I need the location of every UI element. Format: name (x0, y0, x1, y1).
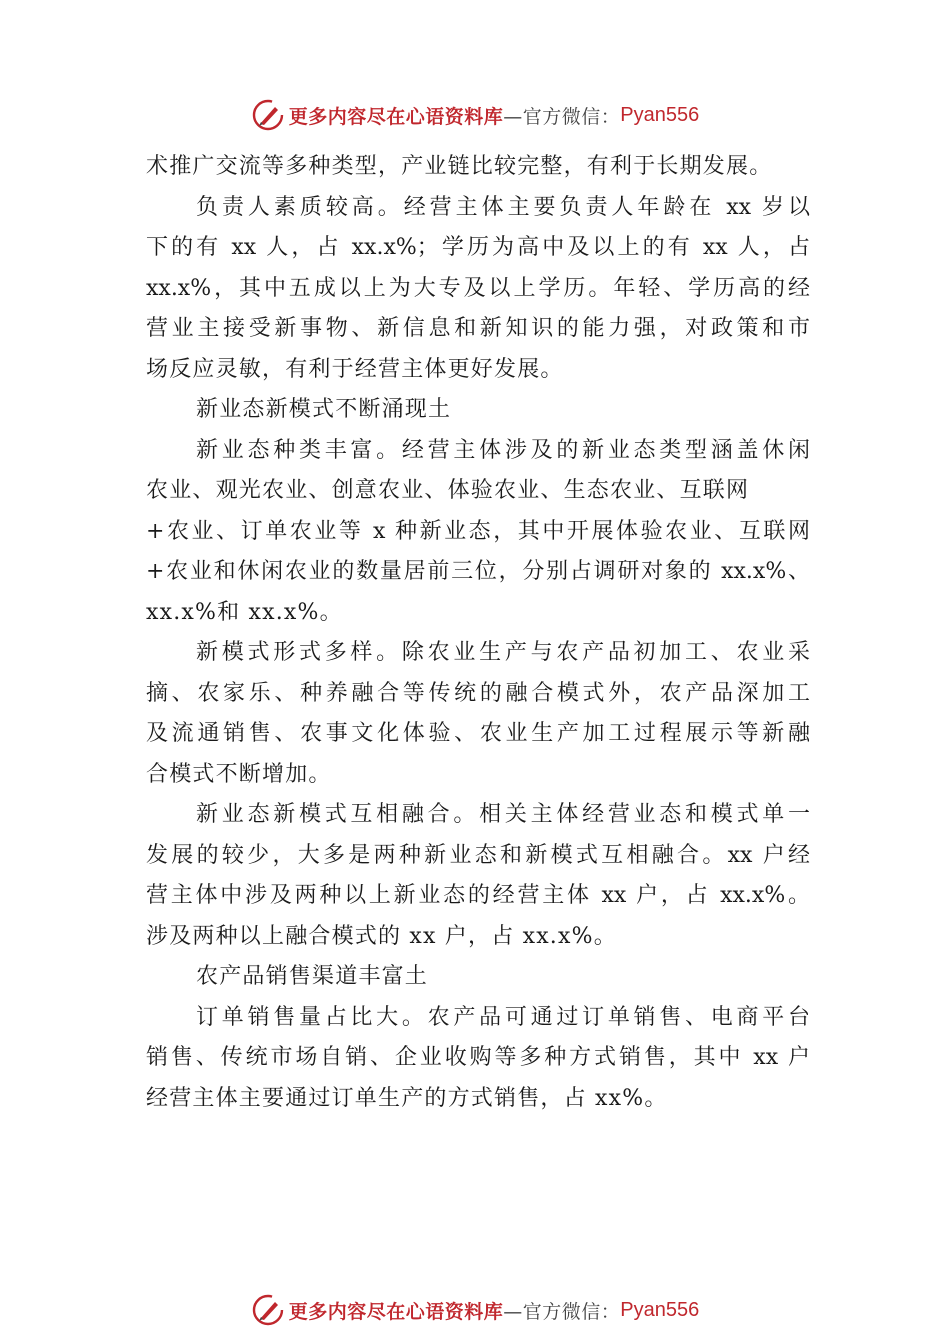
body-line: +农业、订单农业等 x 种新业态，其中开展体验农业、互联网 (146, 518, 810, 544)
footer-banner (0, 1290, 950, 1330)
quill-logo-icon (251, 98, 285, 132)
document-body (146, 147, 810, 1119)
body-line: 及流通销售、农事文化体验、农业生产加工过程展示等新融 (146, 721, 810, 746)
banner-brand-text: 更多内容尽在心语资料库 (288, 105, 504, 128)
body-line: xx.x%，其中五成以上为大专及以上学历。年轻、学历高的经 (146, 275, 810, 301)
body-line: 营主体中涉及两种以上新业态的经营主体 xx 户，占 xx.x%。 (146, 883, 810, 908)
body-line: 摘、农家乐、种养融合等传统的融合模式外，农产品深加工 (146, 680, 810, 706)
section-heading: 新业态新模式不断涌现土 (196, 397, 452, 422)
body-line: 场反应灵敏，有利于经营主体更好发展。 (146, 356, 564, 382)
body-line: 营业主接受新事物、新信息和新知识的能力强，对政策和市 (146, 316, 810, 341)
header-banner (0, 95, 950, 135)
section-heading: 农产品销售渠道丰富土 (196, 964, 429, 989)
body-line: 发展的较少，大多是两种新业态和新模式互相融合。xx 户经 (146, 842, 810, 868)
paragraph-first-line: 新业态新模式互相融合。相关主体经营业态和模式单一 (196, 802, 810, 827)
banner-wechat-id: Pyan556 (620, 103, 700, 126)
body-line: 销售、传统市场自销、企业收购等多种方式销售，其中 xx 户 (146, 1045, 810, 1070)
paragraph-first-line: 订单销售量占比大。农产品可通过订单销售、电商平台 (196, 1004, 810, 1030)
body-line: 涉及两种以上融合模式的 xx 户，占 xx.x%。 (146, 923, 617, 949)
paragraph-first-line: 新模式形式多样。除农业生产与农产品初加工、农业采 (196, 640, 810, 665)
quill-logo-icon (251, 1293, 285, 1327)
body-line: +农业和休闲农业的数量居前三位，分别占调研对象的 xx.x%、 (146, 559, 810, 584)
paragraph-first-line: 新业态种类丰富。经营主体涉及的新业态类型涵盖休闲 (196, 437, 810, 463)
banner-official-text: —官方微信： (503, 105, 621, 128)
body-line: 下的有 xx 人，占 xx.x%；学历为高中及以上的有 xx 人，占 (146, 235, 810, 260)
body-line: 经营主体主要通过订单生产的方式销售，占 xx%。 (146, 1085, 668, 1111)
banner-brand-text: 更多内容尽在心语资料库 (288, 1300, 504, 1323)
body-line: 农业、观光农业、创意农业、体验农业、生态农业、互联网 (146, 478, 750, 503)
banner-wechat-id: Pyan556 (620, 1298, 700, 1321)
body-line: 合模式不断增加。 (146, 761, 332, 787)
paragraph-first-line: 负责人素质较高。经营主体主要负责人年龄在 xx 岁以 (196, 194, 810, 220)
body-line: xx.x%和 xx.x%。 (146, 599, 343, 625)
banner-official-text: —官方微信： (503, 1300, 621, 1323)
body-line: 术推广交流等多种类型，产业链比较完整，有利于长期发展。 (146, 154, 773, 179)
